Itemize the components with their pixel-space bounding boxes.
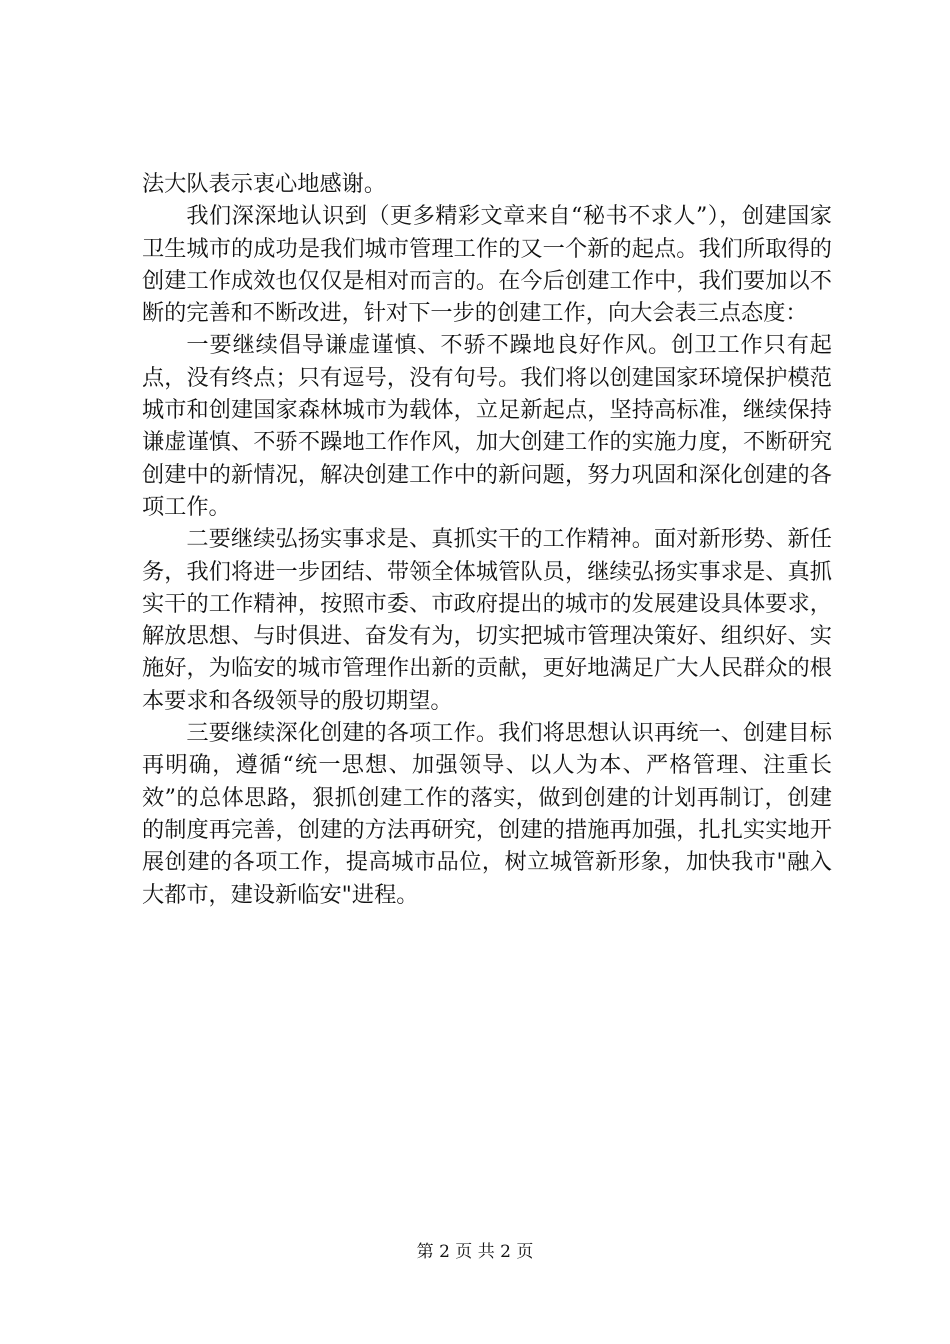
page-footer (0, 1240, 950, 1264)
paragraph-continuation: 法大队表示衷心地感谢。 (142, 171, 387, 197)
paragraph-point-three: 三要继续深化创建的各项工作。我们将思想认识再统一、创建目标再明确，遵循“统一思想、加强领导、以人为本、严格管理、注重长效”的总体思路，狠抓创建工作的落实，做到创建的计划再制订，创建的制度再完善，创建的方法再研究，创建的措施再加强，扎扎实实地开展创建的各项工作，提高城市品位，树立城管新形象，加快我市"融入大都市，建设新临安"进程。 (142, 720, 832, 908)
paragraph-point-one: 一要继续倡导谦虚谨慎、不骄不躁地良好作风。创卫工作只有起点，没有终点；只有逗号，没有句号。我们将以创建国家环境保护模范城市和创建国家森林城市为载体，立足新起点，坚持高标准，继续保持谦虚谨慎、不骄不躁地工作作风，加大创建工作的实施力度，不断研究创建中的新情况，解决创建工作中的新问题，努力巩固和深化创建的各项工作。 (142, 332, 832, 520)
page-number-label: 第 2 页 共 2 页 (416, 1242, 534, 1262)
document-body (142, 168, 832, 911)
paragraph-recognition: 我们深深地认识到（更多精彩文章来自“秘书不求人”），创建国家卫生城市的成功是我们城市管理工作的又一个新的起点。我们所取得的创建工作成效也仅仅是相对而言的。在今后创建工作中，我们要加以不断的完善和不断改进，针对下一步的创建工作，向大会表三点态度： (142, 203, 832, 327)
paragraph-point-two: 二要继续弘扬实事求是、真抓实干的工作精神。面对新形势、新任务，我们将进一步团结、带领全体城管队员，继续弘扬实事求是、真抓实干的工作精神，按照市委、市政府提出的城市的发展建设具体要求，解放思想、与时俱进、奋发有为，切实把城市管理决策好、组织好、实施好，为临安的城市管理作出新的贡献，更好地满足广大人民群众的根本要求和各级领导的殷切期望。 (142, 526, 832, 714)
